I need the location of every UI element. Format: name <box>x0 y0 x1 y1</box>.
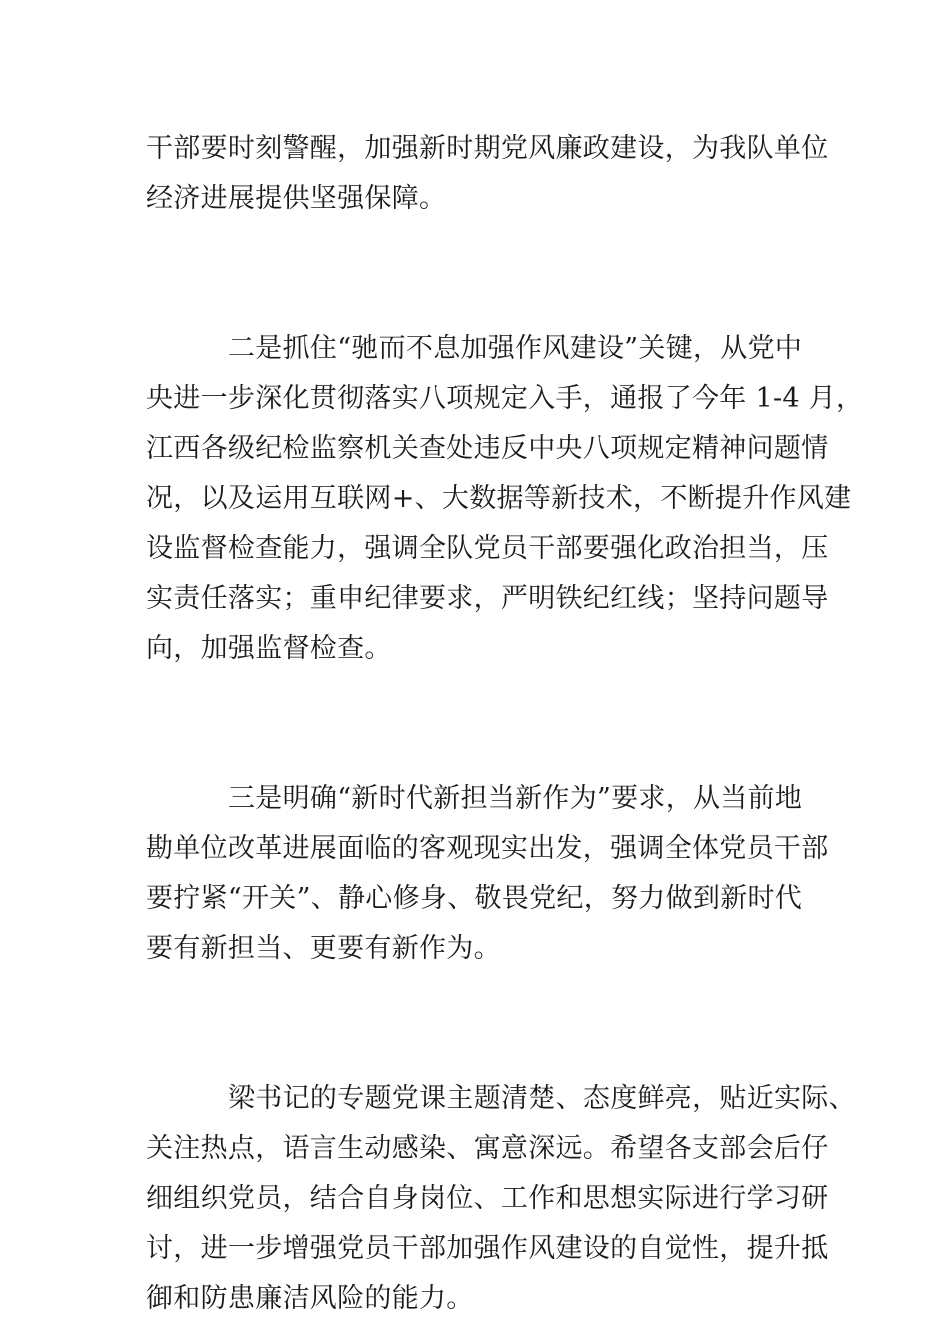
paragraph-line: 要有新担当、更要有新作为。 <box>146 933 501 964</box>
paragraph-line: 细组织党员，结合自身岗位、工作和思想实际进行学习研 <box>146 1183 829 1214</box>
paragraph-line: 勘单位改革进展面临的客观现实出发，强调全体党员干部 <box>146 833 829 864</box>
paragraph-4 <box>146 1074 856 1324</box>
paragraph-line: 江西各级纪检监察机关查处违反中央八项规定精神问题情 <box>146 433 829 464</box>
paragraph-line: 央进一步深化贯彻落实八项规定入手，通报了今年 1-4 月， <box>146 383 864 414</box>
paragraph-line: 御和防患廉洁风险的能力。 <box>146 1283 474 1314</box>
paragraph-spacer <box>146 224 816 324</box>
paragraph-line: 梁书记的专题党课主题清楚、态度鲜亮，贴近实际、 <box>228 1083 856 1114</box>
paragraph-line: 况，以及运用互联网+、大数据等新技术，不断提升作风建 <box>146 483 852 514</box>
paragraph-line: 干部要时刻警醒，加强新时期党风廉政建设，为我队单位 <box>146 133 829 164</box>
paragraph-line: 实责任落实；重申纪律要求，严明铁纪红线；坚持问题导 <box>146 583 829 614</box>
paragraph-line: 设监督检查能力，强调全队党员干部要强化政治担当，压 <box>146 533 829 564</box>
paragraph-spacer <box>146 974 816 1074</box>
paragraph-line: 三是明确“新时代新担当新作为”要求，从当前地 <box>228 783 803 814</box>
paragraph-line: 关注热点，语言生动感染、寓意深远。希望各支部会后仔 <box>146 1133 829 1164</box>
paragraph-3 <box>146 774 829 974</box>
paragraph-line: 经济进展提供坚强保障。 <box>146 183 447 214</box>
paragraph-1 <box>146 124 829 224</box>
paragraph-2 <box>146 324 864 674</box>
paragraph-line: 要拧紧“开关”、静心修身、敬畏党纪，努力做到新时代 <box>146 883 803 914</box>
document-body <box>146 124 864 1324</box>
paragraph-line: 二是抓住“驰而不息加强作风建设”关键，从党中 <box>228 333 803 364</box>
paragraph-line: 向，加强监督检查。 <box>146 633 392 664</box>
paragraph-spacer <box>146 674 816 774</box>
paragraph-line: 讨，进一步增强党员干部加强作风建设的自觉性，提升抵 <box>146 1233 829 1264</box>
